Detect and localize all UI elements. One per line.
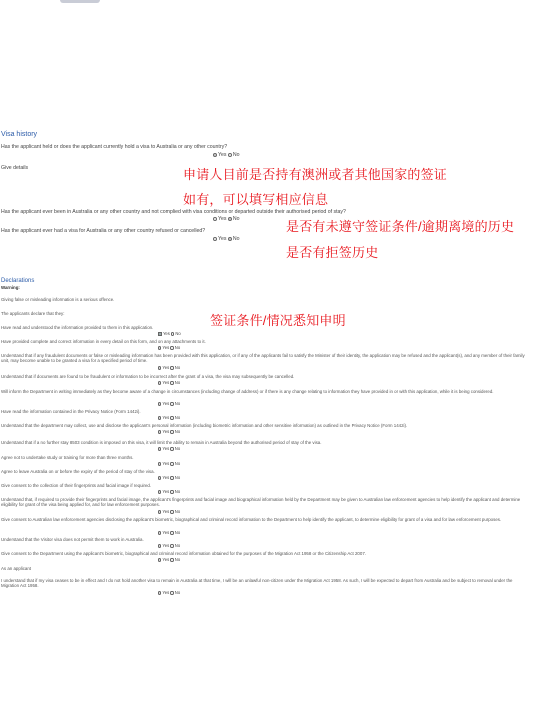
radio-compliance-no[interactable] bbox=[228, 217, 232, 221]
radio-yes[interactable] bbox=[158, 531, 161, 534]
radio-group-current-visa: Yes No bbox=[213, 152, 240, 158]
radio-yes[interactable] bbox=[158, 381, 161, 384]
question-visa-compliance: Has the applicant ever been in Australia or any other country and not complied with visa conditions or departed outside their authorised period of stay? bbox=[1, 209, 346, 215]
declaration-item-text: Understand that if documents are found to be fraudulent or information to be incorrect after the grant of a visa, the visa may subsequently be cancelled. bbox=[1, 374, 295, 379]
radio-no[interactable] bbox=[170, 558, 173, 561]
warning-text: Giving false or misleading information is a serious offence. bbox=[1, 297, 115, 302]
give-details-label: Give details bbox=[1, 165, 29, 171]
radio-yes[interactable] bbox=[158, 544, 161, 547]
radio-no[interactable] bbox=[170, 402, 173, 405]
radio-yes[interactable] bbox=[158, 416, 161, 419]
radio-group-visa-compliance: Yes No bbox=[213, 216, 240, 222]
radio-no[interactable] bbox=[170, 416, 173, 419]
radio-yes[interactable] bbox=[158, 476, 161, 479]
radio-no[interactable] bbox=[170, 510, 173, 513]
declaration-item-choice: Yes No bbox=[158, 509, 180, 514]
radio-no[interactable] bbox=[170, 462, 173, 465]
declaration-item-choice: Yes No bbox=[158, 446, 180, 451]
radio-yes[interactable] bbox=[158, 447, 161, 450]
declaration-item-text: Have provided complete and correct information in every detail on this form, and on any attachments to it. bbox=[1, 339, 206, 344]
radio-yes[interactable] bbox=[158, 490, 161, 493]
radio-current-visa-yes[interactable] bbox=[213, 153, 217, 157]
declaration-item-choice: Yes No bbox=[158, 489, 180, 494]
top-decoration bbox=[60, 0, 100, 3]
declaration-item-choice: Yes No bbox=[158, 429, 180, 434]
declaration-item-text: Agree to leave Australia on or before the expiry of the period of stay of the visa. bbox=[1, 469, 155, 474]
declarations-intro: The applicants declare that they: bbox=[1, 311, 65, 316]
radio-no[interactable] bbox=[170, 366, 173, 369]
declaration-item-choice: Yes No bbox=[158, 380, 180, 385]
radio-yes[interactable] bbox=[158, 558, 161, 561]
declaration-item-text: Have read the information contained in the Privacy Notice (Form 1442i). bbox=[1, 409, 141, 414]
radio-no[interactable] bbox=[170, 591, 173, 594]
declaration-item-choice: Yes No bbox=[158, 557, 180, 562]
radio-yes[interactable] bbox=[158, 430, 161, 433]
radio-current-visa-no[interactable] bbox=[228, 153, 232, 157]
radio-refused-yes[interactable] bbox=[213, 237, 217, 241]
as-applicant-label: As an applicant bbox=[1, 566, 32, 571]
annotation-fill-details: 如有，可以填写相应信息 bbox=[183, 192, 329, 207]
declaration-item-choice: Yes No bbox=[158, 461, 180, 466]
radio-no[interactable] bbox=[170, 430, 173, 433]
declaration-item-text: Understand that if any fraudulent documents or false or misleading information has been provided with this application, or if any of the applicants fail to satisfy the Minister of their identity, the application may be refused and the applicant(s), and any member of their family unit, may become unable to be granted a visa for a specified period of time. bbox=[1, 353, 525, 364]
radio-group-visa-refused: Yes No bbox=[213, 236, 240, 242]
radio-no[interactable] bbox=[170, 531, 173, 534]
declaration-item-text: Understand that the department may collect, use and disclose the applicant's personal information (including biometric information and other sensitive information) as outlined in the Privacy Notice (Form 1442i). bbox=[1, 423, 408, 428]
visa-history-title: Visa history bbox=[1, 131, 38, 138]
radio-yes[interactable] bbox=[158, 510, 161, 513]
declaration-item-choice: Yes No bbox=[158, 365, 180, 370]
declaration-item-text: Give consent to Australian law enforcement agencies disclosing the applicant's biometric, biographical and criminal record information to the Department to help identify the applicant, to determine eligibility for grant of a visa and for law enforcement purposes. bbox=[1, 517, 502, 522]
radio-yes[interactable] bbox=[158, 402, 161, 405]
declaration-item-text: Give consent to the collection of their fingerprints and facial image if required. bbox=[1, 483, 152, 488]
radio-compliance-yes[interactable] bbox=[213, 217, 217, 221]
radio-no[interactable] bbox=[170, 346, 173, 349]
radio-no[interactable] bbox=[170, 544, 173, 547]
declaration-item-choice: Yes No bbox=[158, 475, 180, 480]
annotation-refusal-history: 是否有拒签历史 bbox=[286, 245, 379, 260]
declaration-item-text: Understand that the Visitor visa does not permit them to work in Australia. bbox=[1, 537, 144, 542]
checkbox-read-understood[interactable] bbox=[158, 332, 162, 336]
declarations-title: Declarations bbox=[1, 278, 35, 284]
annotation-noncompliance: 是否有未遵守签证条件/逾期离境的历史 bbox=[286, 219, 515, 234]
declaration-item-text: Will inform the Department in writing immediately as they become aware of a change in circumstances (including change of address) or if there is any change relating to information they have provided in or with this application, while it is being considered. bbox=[1, 389, 494, 394]
annotation-declaration: 签证条件/情况悉知申明 bbox=[210, 313, 346, 328]
warning-label: Warning: bbox=[1, 285, 20, 290]
radio-no[interactable] bbox=[170, 447, 173, 450]
radio-yes[interactable] bbox=[158, 366, 161, 369]
final-declaration-choice: Yes No bbox=[158, 590, 180, 595]
declaration-item-text: Give consent to the Department using the applicant's biometric, biographical and criminal record information obtained for the purposes of the Migration Act 1958 or the Citizenship Act 2007. bbox=[1, 551, 366, 556]
radio-no[interactable] bbox=[170, 490, 173, 493]
final-declaration-text: I understand that if my visa ceases to be in effect and I do not hold another visa to remain in Australia at that time, I will be an unlawful non-citizen under the Migration Act 1958. As such, I will be expected to depart from Australia and be subject to removal under the Migration Act 1958. bbox=[1, 578, 513, 589]
question-current-visa: Has the applicant held or does the applicant currently hold a visa to Australia or any other country? bbox=[1, 144, 228, 150]
declaration-item-choice: Yes No bbox=[158, 331, 181, 336]
declaration-item-text: Understand that, if required to provide their fingerprints and facial image, the applicant's fingerprints and facial image and biographical information held by the Department may be given to Australian law enforcement agencies to help identify the applicant and determine eligibility for grant of the visa being applied for, and for law enforcement purposes. bbox=[1, 497, 521, 508]
question-visa-refused: Has the applicant ever had a visa for Australia or any other country refused or cancelled? bbox=[1, 228, 206, 234]
radio-no[interactable] bbox=[170, 381, 173, 384]
declaration-item-text: Have read and understood the information provided to them in this application. bbox=[1, 325, 154, 330]
annotation-current-visa: 申请人目前是否持有澳洲或者其他国家的签证 bbox=[183, 167, 448, 182]
declaration-item-choice: Yes No bbox=[158, 345, 180, 350]
radio-refused-no[interactable] bbox=[228, 237, 232, 241]
declaration-item-choice: Yes No bbox=[158, 401, 180, 406]
declaration-item-choice: Yes No bbox=[158, 415, 180, 420]
radio-yes[interactable] bbox=[158, 346, 161, 349]
radio-yes[interactable] bbox=[158, 462, 161, 465]
radio-no[interactable] bbox=[170, 476, 173, 479]
declaration-item-choice: Yes No bbox=[158, 530, 180, 535]
declaration-item-text: Understand that if a no further stay 8503 condition is imposed on this visa, it will limit the ability to remain in Australia beyond the authorised period of stay of the visa. bbox=[1, 440, 322, 445]
radio-yes[interactable] bbox=[158, 591, 161, 594]
declaration-item-choice: Yes No bbox=[158, 543, 180, 548]
radio-no[interactable] bbox=[171, 332, 174, 335]
declaration-item-text: Agree not to undertake study or training for more than three months. bbox=[1, 455, 134, 460]
